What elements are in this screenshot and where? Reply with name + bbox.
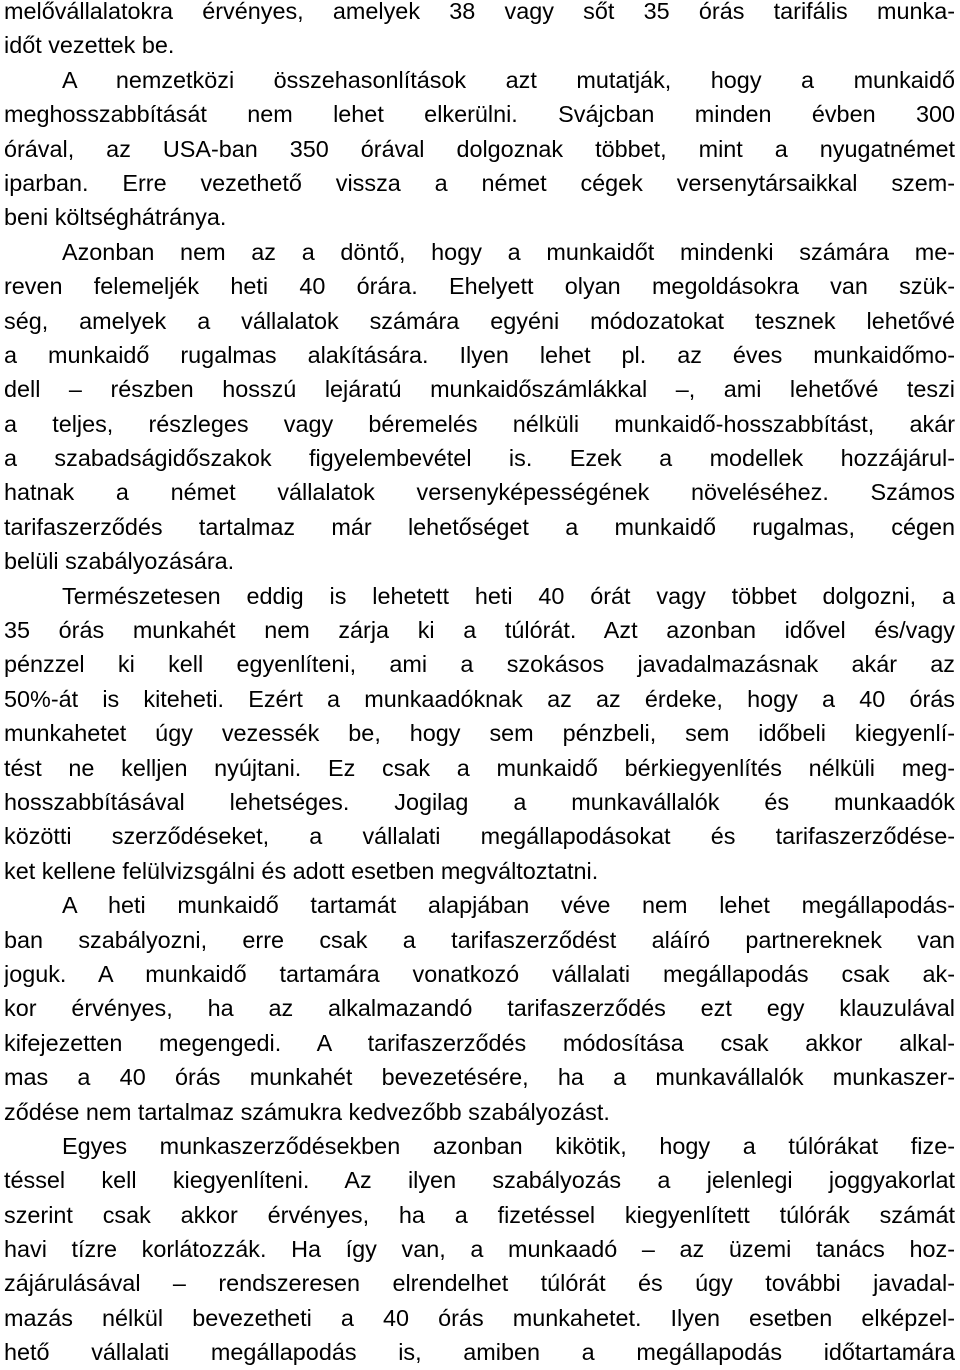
text-line: ban szabályozni, erre csak a tarifaszerződést aláíró partnereknek van xyxy=(4,926,955,953)
paragraph xyxy=(4,1129,955,1370)
text-line: meghosszabbítását nem lehet elkerülni. Svájcban minden évben 300 xyxy=(4,101,955,128)
text-line: téssel kell kiegyenlíteni. Az ilyen szabályozás a jelenlegi joggyakorlat xyxy=(4,1167,955,1194)
text-line: dell – részben hosszú lejáratú munkaidőszámlákkal –, ami lehetővé teszi xyxy=(4,376,955,403)
text-line: havi tízre korlátozzák. Ha így van, a munkaadó – az üzemi tanács hoz- xyxy=(4,1236,955,1263)
text-line: joguk. A munkaidő tartamára vonatkozó vállalati megállapodás csak ak- xyxy=(4,960,955,987)
text-line: tést ne kelljen nyújtani. Ez csak a munkaidő bérkiegyenlítés nélküli meg- xyxy=(4,754,955,781)
text-line: pénzzel ki kell egyenlíteni, ami a szokásos javadalmazásnak akár az xyxy=(4,651,955,678)
text-line: belüli szabályozására. xyxy=(4,548,235,575)
paragraph xyxy=(4,888,955,1129)
paragraph xyxy=(4,0,955,63)
text-line: közötti szerződéseket, a vállalati megállapodásokat és tarifaszerződése- xyxy=(4,823,955,850)
text-line: ség, amelyek a vállalatok számára egyéni módozatokat tesznek lehetővé xyxy=(4,307,955,334)
paragraph xyxy=(4,63,955,235)
text-line: hatnak a német vállalatok versenyképességének növeléséhez. Számos xyxy=(4,479,955,506)
text-line: órával, az USA-ban 350 órával dolgoznak többet, mint a nyugatnémet xyxy=(4,135,955,162)
text-line: ket kellene felülvizsgálni és adott esetben megváltoztatni. xyxy=(4,857,599,884)
text-line: A heti munkaidő tartamát alapjában véve nem lehet megállapodás- xyxy=(62,892,955,919)
text-line: beni költséghátránya. xyxy=(4,204,227,231)
paragraph xyxy=(4,579,955,889)
text-line: a szabadságidőszakok figyelembevétel is. Ezek a modellek hozzájárul- xyxy=(4,445,955,472)
text-line: mazás nélkül bevezetheti a 40 órás munkahetet. Ilyen esetben elképzel- xyxy=(4,1304,955,1331)
text-line: hető vállalati megállapodás is, amiben a megállapodás időtartamára xyxy=(4,1339,955,1366)
document-body xyxy=(4,0,955,1370)
text-line: tarifaszerződés tartalmaz már lehetőséget a munkaidő rugalmas, cégen xyxy=(4,513,955,540)
text-line: iparban. Erre vezethető vissza a német cégek versenytársaikkal szem- xyxy=(4,169,955,196)
text-line: reven felemeljék heti 40 órára. Ehelyett olyan megoldásokra van szük- xyxy=(4,273,955,300)
text-line: Természetesen eddig is lehetett heti 40 órát vagy többet dolgozni, a xyxy=(62,582,955,609)
text-line: kifejezetten megengedi. A tarifaszerződés módosítása csak akkor alkal- xyxy=(4,1029,955,1056)
text-line: időt vezettek be. xyxy=(4,32,175,59)
text-line: melővállalatokra érvényes, amelyek 38 vagy sőt 35 órás tarifális munka- xyxy=(4,0,955,24)
text-line: 50%-át is kiteheti. Ezért a munkaadóknak az az érdeke, hogy a 40 órás xyxy=(4,685,955,712)
text-line: ződése nem tartalmaz számukra kedvezőbb szabályozást. xyxy=(4,1098,610,1125)
text-line: mas a 40 órás munkahét bevezetésére, ha a munkavállalók munkaszer- xyxy=(4,1064,955,1091)
text-line: a teljes, részleges vagy béremelés nélküli munkaidő-hosszabbítást, akár xyxy=(4,410,955,437)
paragraph xyxy=(4,235,955,579)
text-line: 35 órás munkahét nem zárja ki a túlórát. Azt azonban idővel és/vagy xyxy=(4,617,955,644)
text-line: kor érvényes, ha az alkalmazandó tarifaszerződés ezt egy klauzulával xyxy=(4,995,955,1022)
text-line: a munkaidő rugalmas alakítására. Ilyen lehet pl. az éves munkaidőmo- xyxy=(4,341,955,368)
text-line: Egyes munkaszerződésekben azonban kikötik, hogy a túlórákat fize- xyxy=(62,1132,955,1159)
text-line: A nemzetközi összehasonlítások azt mutatják, hogy a munkaidő xyxy=(62,66,955,93)
text-line: szerint csak akkor érvényes, ha a fizetéssel kiegyenlített túlórák számát xyxy=(4,1201,955,1228)
text-line: hosszabbításával lehetséges. Jogilag a munkavállalók és munkaadók xyxy=(4,788,955,815)
text-line: munkahetet úgy vezessék be, hogy sem pénzbeli, sem időbeli kiegyenlí- xyxy=(4,720,955,747)
text-line: Azonban nem az a döntő, hogy a munkaidőt mindenki számára me- xyxy=(62,238,955,265)
text-line: zájárulásával – rendszeresen elrendelhet túlórát és úgy további javadal- xyxy=(4,1270,955,1297)
